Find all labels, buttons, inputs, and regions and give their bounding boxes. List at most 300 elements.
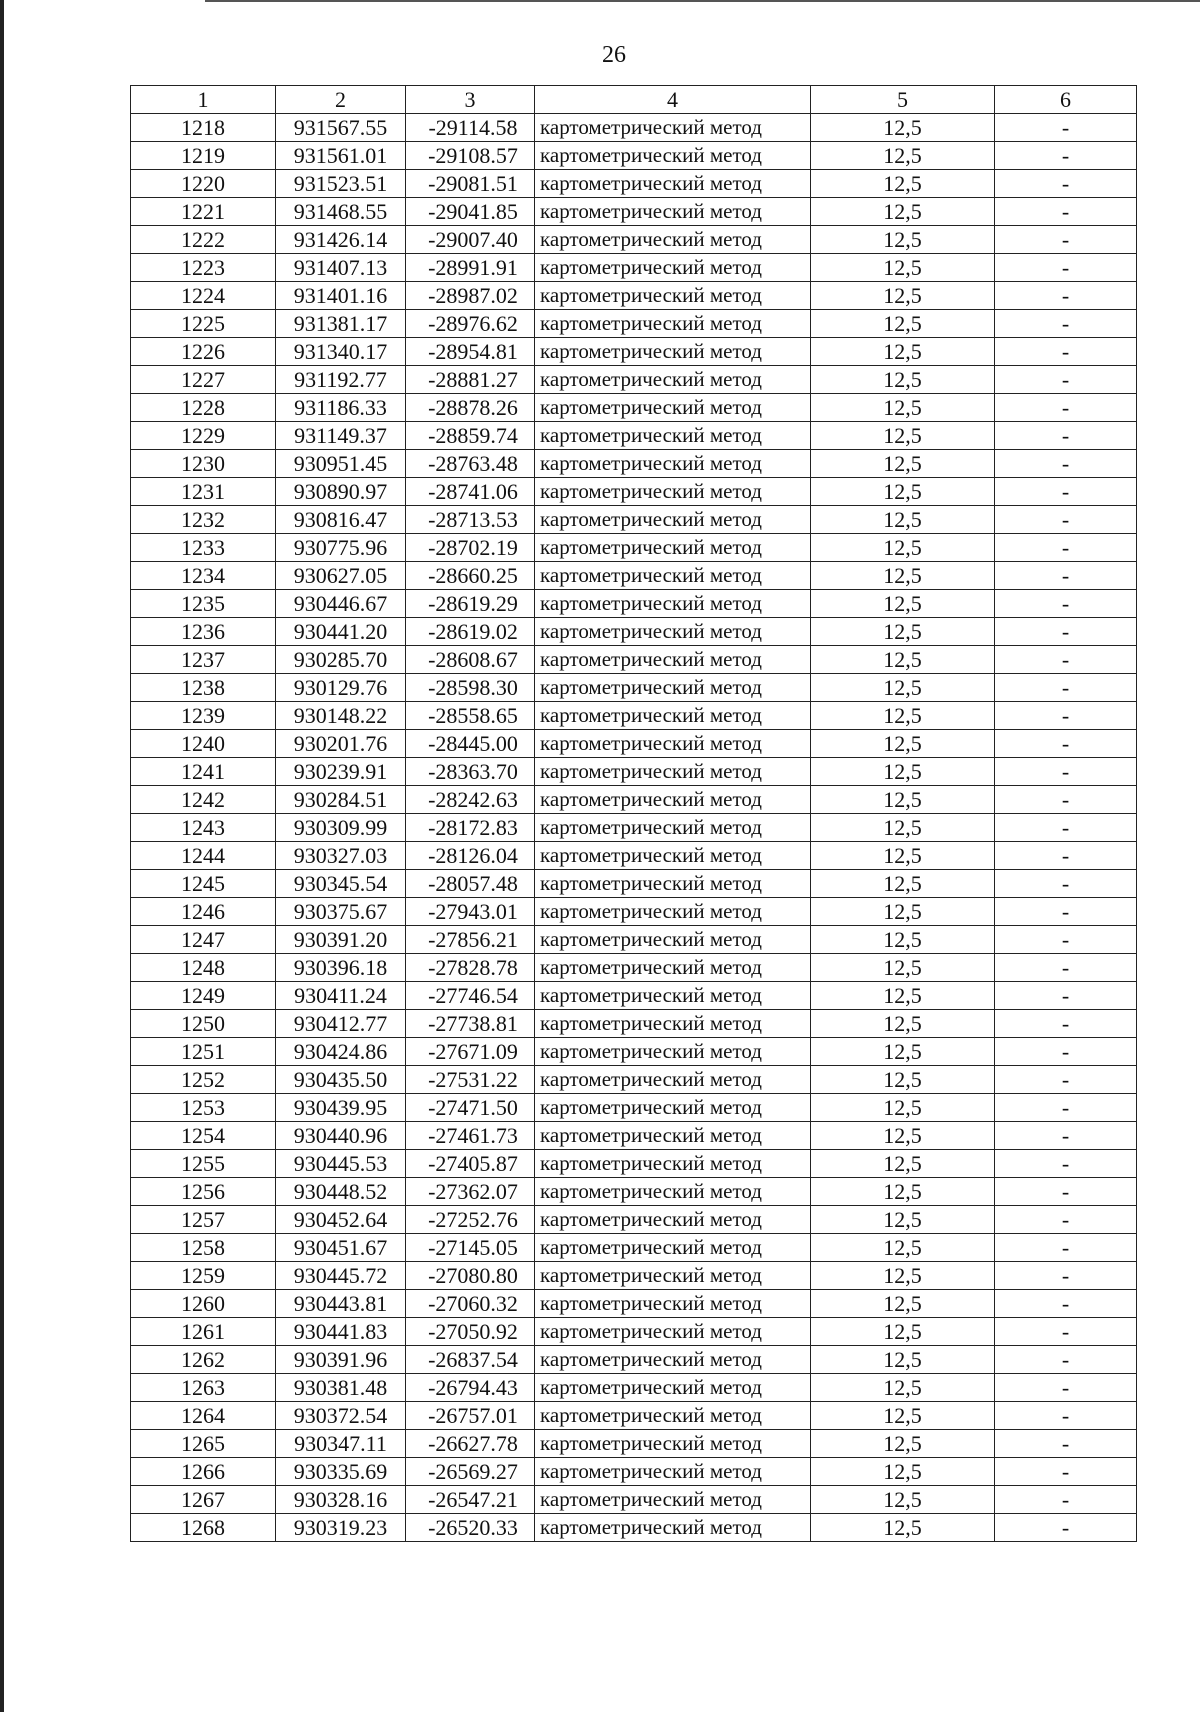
- note-cell: -: [995, 142, 1137, 170]
- note-cell: -: [995, 1346, 1137, 1374]
- y-coordinate-cell: -28987.02: [406, 282, 535, 310]
- accuracy-cell: 12,5: [811, 1374, 995, 1402]
- point-number-cell: 1259: [131, 1262, 276, 1290]
- y-coordinate-cell: -27943.01: [406, 898, 535, 926]
- accuracy-cell: 12,5: [811, 226, 995, 254]
- point-number-cell: 1253: [131, 1094, 276, 1122]
- x-coordinate-cell: 930381.48: [276, 1374, 406, 1402]
- method-cell: картометрический метод: [535, 926, 811, 954]
- table-row: [131, 1514, 1137, 1542]
- table-row: [131, 898, 1137, 926]
- table-row: [131, 1374, 1137, 1402]
- table-row: [131, 534, 1137, 562]
- accuracy-cell: 12,5: [811, 1514, 995, 1542]
- table-row: [131, 982, 1137, 1010]
- accuracy-cell: 12,5: [811, 674, 995, 702]
- y-coordinate-cell: -27252.76: [406, 1206, 535, 1234]
- note-cell: -: [995, 282, 1137, 310]
- point-number-cell: 1238: [131, 674, 276, 702]
- note-cell: -: [995, 170, 1137, 198]
- x-coordinate-cell: 930391.20: [276, 926, 406, 954]
- note-cell: -: [995, 366, 1137, 394]
- note-cell: -: [995, 422, 1137, 450]
- y-coordinate-cell: -28172.83: [406, 814, 535, 842]
- note-cell: -: [995, 310, 1137, 338]
- x-coordinate-cell: 930445.72: [276, 1262, 406, 1290]
- method-cell: картометрический метод: [535, 1178, 811, 1206]
- y-coordinate-cell: -27362.07: [406, 1178, 535, 1206]
- x-coordinate-cell: 930440.96: [276, 1122, 406, 1150]
- page-number: 26: [602, 42, 626, 68]
- method-cell: картометрический метод: [535, 786, 811, 814]
- column-header: 2: [276, 86, 406, 114]
- point-number-cell: 1244: [131, 842, 276, 870]
- note-cell: -: [995, 898, 1137, 926]
- note-cell: -: [995, 1318, 1137, 1346]
- column-header: 1: [131, 86, 276, 114]
- table-row: [131, 338, 1137, 366]
- y-coordinate-cell: -29041.85: [406, 198, 535, 226]
- accuracy-cell: 12,5: [811, 506, 995, 534]
- point-number-cell: 1261: [131, 1318, 276, 1346]
- x-coordinate-cell: 930375.67: [276, 898, 406, 926]
- table-row: [131, 1122, 1137, 1150]
- accuracy-cell: 12,5: [811, 1430, 995, 1458]
- note-cell: -: [995, 1234, 1137, 1262]
- method-cell: картометрический метод: [535, 114, 811, 142]
- note-cell: -: [995, 982, 1137, 1010]
- method-cell: картометрический метод: [535, 1010, 811, 1038]
- accuracy-cell: 12,5: [811, 730, 995, 758]
- x-coordinate-cell: 930435.50: [276, 1066, 406, 1094]
- method-cell: картометрический метод: [535, 982, 811, 1010]
- accuracy-cell: 12,5: [811, 478, 995, 506]
- point-number-cell: 1251: [131, 1038, 276, 1066]
- coordinates-table: [130, 85, 1137, 1542]
- point-number-cell: 1266: [131, 1458, 276, 1486]
- method-cell: картометрический метод: [535, 1402, 811, 1430]
- method-cell: картометрический метод: [535, 842, 811, 870]
- y-coordinate-cell: -26627.78: [406, 1430, 535, 1458]
- y-coordinate-cell: -28881.27: [406, 366, 535, 394]
- method-cell: картометрический метод: [535, 702, 811, 730]
- x-coordinate-cell: 930309.99: [276, 814, 406, 842]
- accuracy-cell: 12,5: [811, 870, 995, 898]
- note-cell: -: [995, 1122, 1137, 1150]
- note-cell: -: [995, 646, 1137, 674]
- x-coordinate-cell: 931340.17: [276, 338, 406, 366]
- method-cell: картометрический метод: [535, 366, 811, 394]
- x-coordinate-cell: 930239.91: [276, 758, 406, 786]
- x-coordinate-cell: 930446.67: [276, 590, 406, 618]
- method-cell: картометрический метод: [535, 1318, 811, 1346]
- point-number-cell: 1248: [131, 954, 276, 982]
- method-cell: картометрический метод: [535, 142, 811, 170]
- table-row: [131, 114, 1137, 142]
- table-row: [131, 590, 1137, 618]
- y-coordinate-cell: -27828.78: [406, 954, 535, 982]
- method-cell: картометрический метод: [535, 1514, 811, 1542]
- note-cell: -: [995, 1066, 1137, 1094]
- note-cell: -: [995, 730, 1137, 758]
- x-coordinate-cell: 930345.54: [276, 870, 406, 898]
- method-cell: картометрический метод: [535, 1346, 811, 1374]
- x-coordinate-cell: 930443.81: [276, 1290, 406, 1318]
- method-cell: картометрический метод: [535, 1150, 811, 1178]
- y-coordinate-cell: -26794.43: [406, 1374, 535, 1402]
- point-number-cell: 1239: [131, 702, 276, 730]
- x-coordinate-cell: 930424.86: [276, 1038, 406, 1066]
- accuracy-cell: 12,5: [811, 254, 995, 282]
- note-cell: -: [995, 1374, 1137, 1402]
- table-row: [131, 1066, 1137, 1094]
- accuracy-cell: 12,5: [811, 142, 995, 170]
- x-coordinate-cell: 931192.77: [276, 366, 406, 394]
- x-coordinate-cell: 931149.37: [276, 422, 406, 450]
- x-coordinate-cell: 931186.33: [276, 394, 406, 422]
- point-number-cell: 1255: [131, 1150, 276, 1178]
- x-coordinate-cell: 930201.76: [276, 730, 406, 758]
- note-cell: -: [995, 338, 1137, 366]
- accuracy-cell: 12,5: [811, 898, 995, 926]
- table-row: [131, 450, 1137, 478]
- accuracy-cell: 12,5: [811, 1262, 995, 1290]
- table-row: [131, 422, 1137, 450]
- method-cell: картометрический метод: [535, 1206, 811, 1234]
- table-row: [131, 1206, 1137, 1234]
- method-cell: картометрический метод: [535, 1122, 811, 1150]
- method-cell: картометрический метод: [535, 898, 811, 926]
- table-row: [131, 730, 1137, 758]
- note-cell: -: [995, 814, 1137, 842]
- y-coordinate-cell: -26837.54: [406, 1346, 535, 1374]
- method-cell: картометрический метод: [535, 506, 811, 534]
- accuracy-cell: 12,5: [811, 590, 995, 618]
- method-cell: картометрический метод: [535, 1374, 811, 1402]
- method-cell: картометрический метод: [535, 1234, 811, 1262]
- table-row: [131, 1458, 1137, 1486]
- table-row: [131, 142, 1137, 170]
- note-cell: -: [995, 1402, 1137, 1430]
- table-row: [131, 198, 1137, 226]
- table-row: [131, 618, 1137, 646]
- table-row: [131, 170, 1137, 198]
- point-number-cell: 1268: [131, 1514, 276, 1542]
- accuracy-cell: 12,5: [811, 1010, 995, 1038]
- accuracy-cell: 12,5: [811, 786, 995, 814]
- table-row: [131, 926, 1137, 954]
- accuracy-cell: 12,5: [811, 198, 995, 226]
- note-cell: -: [995, 478, 1137, 506]
- x-coordinate-cell: 931407.13: [276, 254, 406, 282]
- x-coordinate-cell: 930441.83: [276, 1318, 406, 1346]
- accuracy-cell: 12,5: [811, 422, 995, 450]
- point-number-cell: 1228: [131, 394, 276, 422]
- method-cell: картометрический метод: [535, 394, 811, 422]
- table-row: [131, 1010, 1137, 1038]
- method-cell: картометрический метод: [535, 814, 811, 842]
- point-number-cell: 1260: [131, 1290, 276, 1318]
- accuracy-cell: 12,5: [811, 1150, 995, 1178]
- table-row: [131, 1038, 1137, 1066]
- accuracy-cell: 12,5: [811, 1318, 995, 1346]
- y-coordinate-cell: -27738.81: [406, 1010, 535, 1038]
- note-cell: -: [995, 114, 1137, 142]
- method-cell: картометрический метод: [535, 730, 811, 758]
- x-coordinate-cell: 930951.45: [276, 450, 406, 478]
- point-number-cell: 1232: [131, 506, 276, 534]
- accuracy-cell: 12,5: [811, 170, 995, 198]
- y-coordinate-cell: -28126.04: [406, 842, 535, 870]
- y-coordinate-cell: -28242.63: [406, 786, 535, 814]
- point-number-cell: 1224: [131, 282, 276, 310]
- accuracy-cell: 12,5: [811, 1458, 995, 1486]
- note-cell: -: [995, 786, 1137, 814]
- point-number-cell: 1256: [131, 1178, 276, 1206]
- method-cell: картометрический метод: [535, 1262, 811, 1290]
- method-cell: картометрический метод: [535, 450, 811, 478]
- method-cell: картометрический метод: [535, 226, 811, 254]
- point-number-cell: 1267: [131, 1486, 276, 1514]
- y-coordinate-cell: -27461.73: [406, 1122, 535, 1150]
- point-number-cell: 1234: [131, 562, 276, 590]
- point-number-cell: 1242: [131, 786, 276, 814]
- note-cell: -: [995, 534, 1137, 562]
- note-cell: -: [995, 870, 1137, 898]
- method-cell: картометрический метод: [535, 1066, 811, 1094]
- note-cell: -: [995, 1430, 1137, 1458]
- y-coordinate-cell: -27531.22: [406, 1066, 535, 1094]
- method-cell: картометрический метод: [535, 1430, 811, 1458]
- method-cell: картометрический метод: [535, 1458, 811, 1486]
- note-cell: -: [995, 618, 1137, 646]
- table-row: [131, 1402, 1137, 1430]
- y-coordinate-cell: -28702.19: [406, 534, 535, 562]
- note-cell: -: [995, 954, 1137, 982]
- method-cell: картометрический метод: [535, 198, 811, 226]
- y-coordinate-cell: -28619.02: [406, 618, 535, 646]
- x-coordinate-cell: 930284.51: [276, 786, 406, 814]
- point-number-cell: 1227: [131, 366, 276, 394]
- y-coordinate-cell: -28598.30: [406, 674, 535, 702]
- point-number-cell: 1245: [131, 870, 276, 898]
- x-coordinate-cell: 930775.96: [276, 534, 406, 562]
- table-body: [131, 114, 1137, 1542]
- point-number-cell: 1236: [131, 618, 276, 646]
- x-coordinate-cell: 930372.54: [276, 1402, 406, 1430]
- method-cell: картометрический метод: [535, 674, 811, 702]
- x-coordinate-cell: 930319.23: [276, 1514, 406, 1542]
- point-number-cell: 1219: [131, 142, 276, 170]
- point-number-cell: 1240: [131, 730, 276, 758]
- x-coordinate-cell: 930439.95: [276, 1094, 406, 1122]
- y-coordinate-cell: -28991.91: [406, 254, 535, 282]
- table-row: [131, 310, 1137, 338]
- accuracy-cell: 12,5: [811, 338, 995, 366]
- y-coordinate-cell: -26757.01: [406, 1402, 535, 1430]
- page-edge-top: [205, 0, 1200, 2]
- method-cell: картометрический метод: [535, 1094, 811, 1122]
- y-coordinate-cell: -29108.57: [406, 142, 535, 170]
- y-coordinate-cell: -27080.80: [406, 1262, 535, 1290]
- point-number-cell: 1246: [131, 898, 276, 926]
- note-cell: -: [995, 198, 1137, 226]
- y-coordinate-cell: -29114.58: [406, 114, 535, 142]
- table-row: [131, 1430, 1137, 1458]
- table-row: [131, 394, 1137, 422]
- y-coordinate-cell: -28619.29: [406, 590, 535, 618]
- column-header: 5: [811, 86, 995, 114]
- x-coordinate-cell: 930328.16: [276, 1486, 406, 1514]
- x-coordinate-cell: 930890.97: [276, 478, 406, 506]
- point-number-cell: 1221: [131, 198, 276, 226]
- method-cell: картометрический метод: [535, 954, 811, 982]
- method-cell: картометрический метод: [535, 758, 811, 786]
- point-number-cell: 1265: [131, 1430, 276, 1458]
- accuracy-cell: 12,5: [811, 842, 995, 870]
- accuracy-cell: 12,5: [811, 758, 995, 786]
- point-number-cell: 1262: [131, 1346, 276, 1374]
- accuracy-cell: 12,5: [811, 814, 995, 842]
- accuracy-cell: 12,5: [811, 954, 995, 982]
- accuracy-cell: 12,5: [811, 926, 995, 954]
- accuracy-cell: 12,5: [811, 394, 995, 422]
- table-row: [131, 1178, 1137, 1206]
- point-number-cell: 1231: [131, 478, 276, 506]
- x-coordinate-cell: 930335.69: [276, 1458, 406, 1486]
- point-number-cell: 1264: [131, 1402, 276, 1430]
- note-cell: -: [995, 842, 1137, 870]
- table-row: [131, 562, 1137, 590]
- table-row: [131, 758, 1137, 786]
- method-cell: картометрический метод: [535, 310, 811, 338]
- y-coordinate-cell: -28878.26: [406, 394, 535, 422]
- x-coordinate-cell: 931426.14: [276, 226, 406, 254]
- point-number-cell: 1252: [131, 1066, 276, 1094]
- y-coordinate-cell: -28608.67: [406, 646, 535, 674]
- method-cell: картометрический метод: [535, 1290, 811, 1318]
- point-number-cell: 1254: [131, 1122, 276, 1150]
- y-coordinate-cell: -27856.21: [406, 926, 535, 954]
- y-coordinate-cell: -29007.40: [406, 226, 535, 254]
- table-row: [131, 1486, 1137, 1514]
- table-row: [131, 954, 1137, 982]
- accuracy-cell: 12,5: [811, 1066, 995, 1094]
- note-cell: -: [995, 1150, 1137, 1178]
- method-cell: картометрический метод: [535, 1038, 811, 1066]
- y-coordinate-cell: -26520.33: [406, 1514, 535, 1542]
- x-coordinate-cell: 930148.22: [276, 702, 406, 730]
- table-row: [131, 646, 1137, 674]
- x-coordinate-cell: 931381.17: [276, 310, 406, 338]
- x-coordinate-cell: 930391.96: [276, 1346, 406, 1374]
- y-coordinate-cell: -28713.53: [406, 506, 535, 534]
- accuracy-cell: 12,5: [811, 618, 995, 646]
- y-coordinate-cell: -28859.74: [406, 422, 535, 450]
- table-row: [131, 1318, 1137, 1346]
- point-number-cell: 1222: [131, 226, 276, 254]
- y-coordinate-cell: -28558.65: [406, 702, 535, 730]
- x-coordinate-cell: 930347.11: [276, 1430, 406, 1458]
- accuracy-cell: 12,5: [811, 562, 995, 590]
- table-row: [131, 506, 1137, 534]
- x-coordinate-cell: 930627.05: [276, 562, 406, 590]
- note-cell: -: [995, 702, 1137, 730]
- method-cell: картометрический метод: [535, 478, 811, 506]
- table-row: [131, 702, 1137, 730]
- note-cell: -: [995, 1038, 1137, 1066]
- note-cell: -: [995, 1094, 1137, 1122]
- point-number-cell: 1250: [131, 1010, 276, 1038]
- x-coordinate-cell: 931468.55: [276, 198, 406, 226]
- note-cell: -: [995, 926, 1137, 954]
- point-number-cell: 1258: [131, 1234, 276, 1262]
- x-coordinate-cell: 930452.64: [276, 1206, 406, 1234]
- y-coordinate-cell: -28660.25: [406, 562, 535, 590]
- note-cell: -: [995, 1290, 1137, 1318]
- note-cell: -: [995, 506, 1137, 534]
- point-number-cell: 1235: [131, 590, 276, 618]
- table-row: [131, 1094, 1137, 1122]
- accuracy-cell: 12,5: [811, 310, 995, 338]
- method-cell: картометрический метод: [535, 1486, 811, 1514]
- point-number-cell: 1243: [131, 814, 276, 842]
- table-row: [131, 1234, 1137, 1262]
- x-coordinate-cell: 930448.52: [276, 1178, 406, 1206]
- accuracy-cell: 12,5: [811, 366, 995, 394]
- method-cell: картометрический метод: [535, 562, 811, 590]
- accuracy-cell: 12,5: [811, 1094, 995, 1122]
- table-row: [131, 786, 1137, 814]
- y-coordinate-cell: -28954.81: [406, 338, 535, 366]
- point-number-cell: 1226: [131, 338, 276, 366]
- note-cell: -: [995, 674, 1137, 702]
- y-coordinate-cell: -27671.09: [406, 1038, 535, 1066]
- y-coordinate-cell: -28057.48: [406, 870, 535, 898]
- accuracy-cell: 12,5: [811, 982, 995, 1010]
- accuracy-cell: 12,5: [811, 1038, 995, 1066]
- x-coordinate-cell: 930327.03: [276, 842, 406, 870]
- table-row: [131, 870, 1137, 898]
- note-cell: -: [995, 1458, 1137, 1486]
- method-cell: картометрический метод: [535, 618, 811, 646]
- note-cell: -: [995, 450, 1137, 478]
- table-row: [131, 814, 1137, 842]
- table-row: [131, 1262, 1137, 1290]
- y-coordinate-cell: -27060.32: [406, 1290, 535, 1318]
- point-number-cell: 1229: [131, 422, 276, 450]
- table-row: [131, 842, 1137, 870]
- note-cell: -: [995, 562, 1137, 590]
- x-coordinate-cell: 930451.67: [276, 1234, 406, 1262]
- x-coordinate-cell: 930816.47: [276, 506, 406, 534]
- x-coordinate-cell: 931401.16: [276, 282, 406, 310]
- point-number-cell: 1247: [131, 926, 276, 954]
- y-coordinate-cell: -28741.06: [406, 478, 535, 506]
- method-cell: картометрический метод: [535, 534, 811, 562]
- column-header: 6: [995, 86, 1137, 114]
- table-row: [131, 254, 1137, 282]
- table-row: [131, 366, 1137, 394]
- column-header: 3: [406, 86, 535, 114]
- x-coordinate-cell: 930445.53: [276, 1150, 406, 1178]
- table-row: [131, 674, 1137, 702]
- page-edge-left: [0, 0, 4, 1712]
- point-number-cell: 1225: [131, 310, 276, 338]
- note-cell: -: [995, 226, 1137, 254]
- table-row: [131, 226, 1137, 254]
- x-coordinate-cell: 930129.76: [276, 674, 406, 702]
